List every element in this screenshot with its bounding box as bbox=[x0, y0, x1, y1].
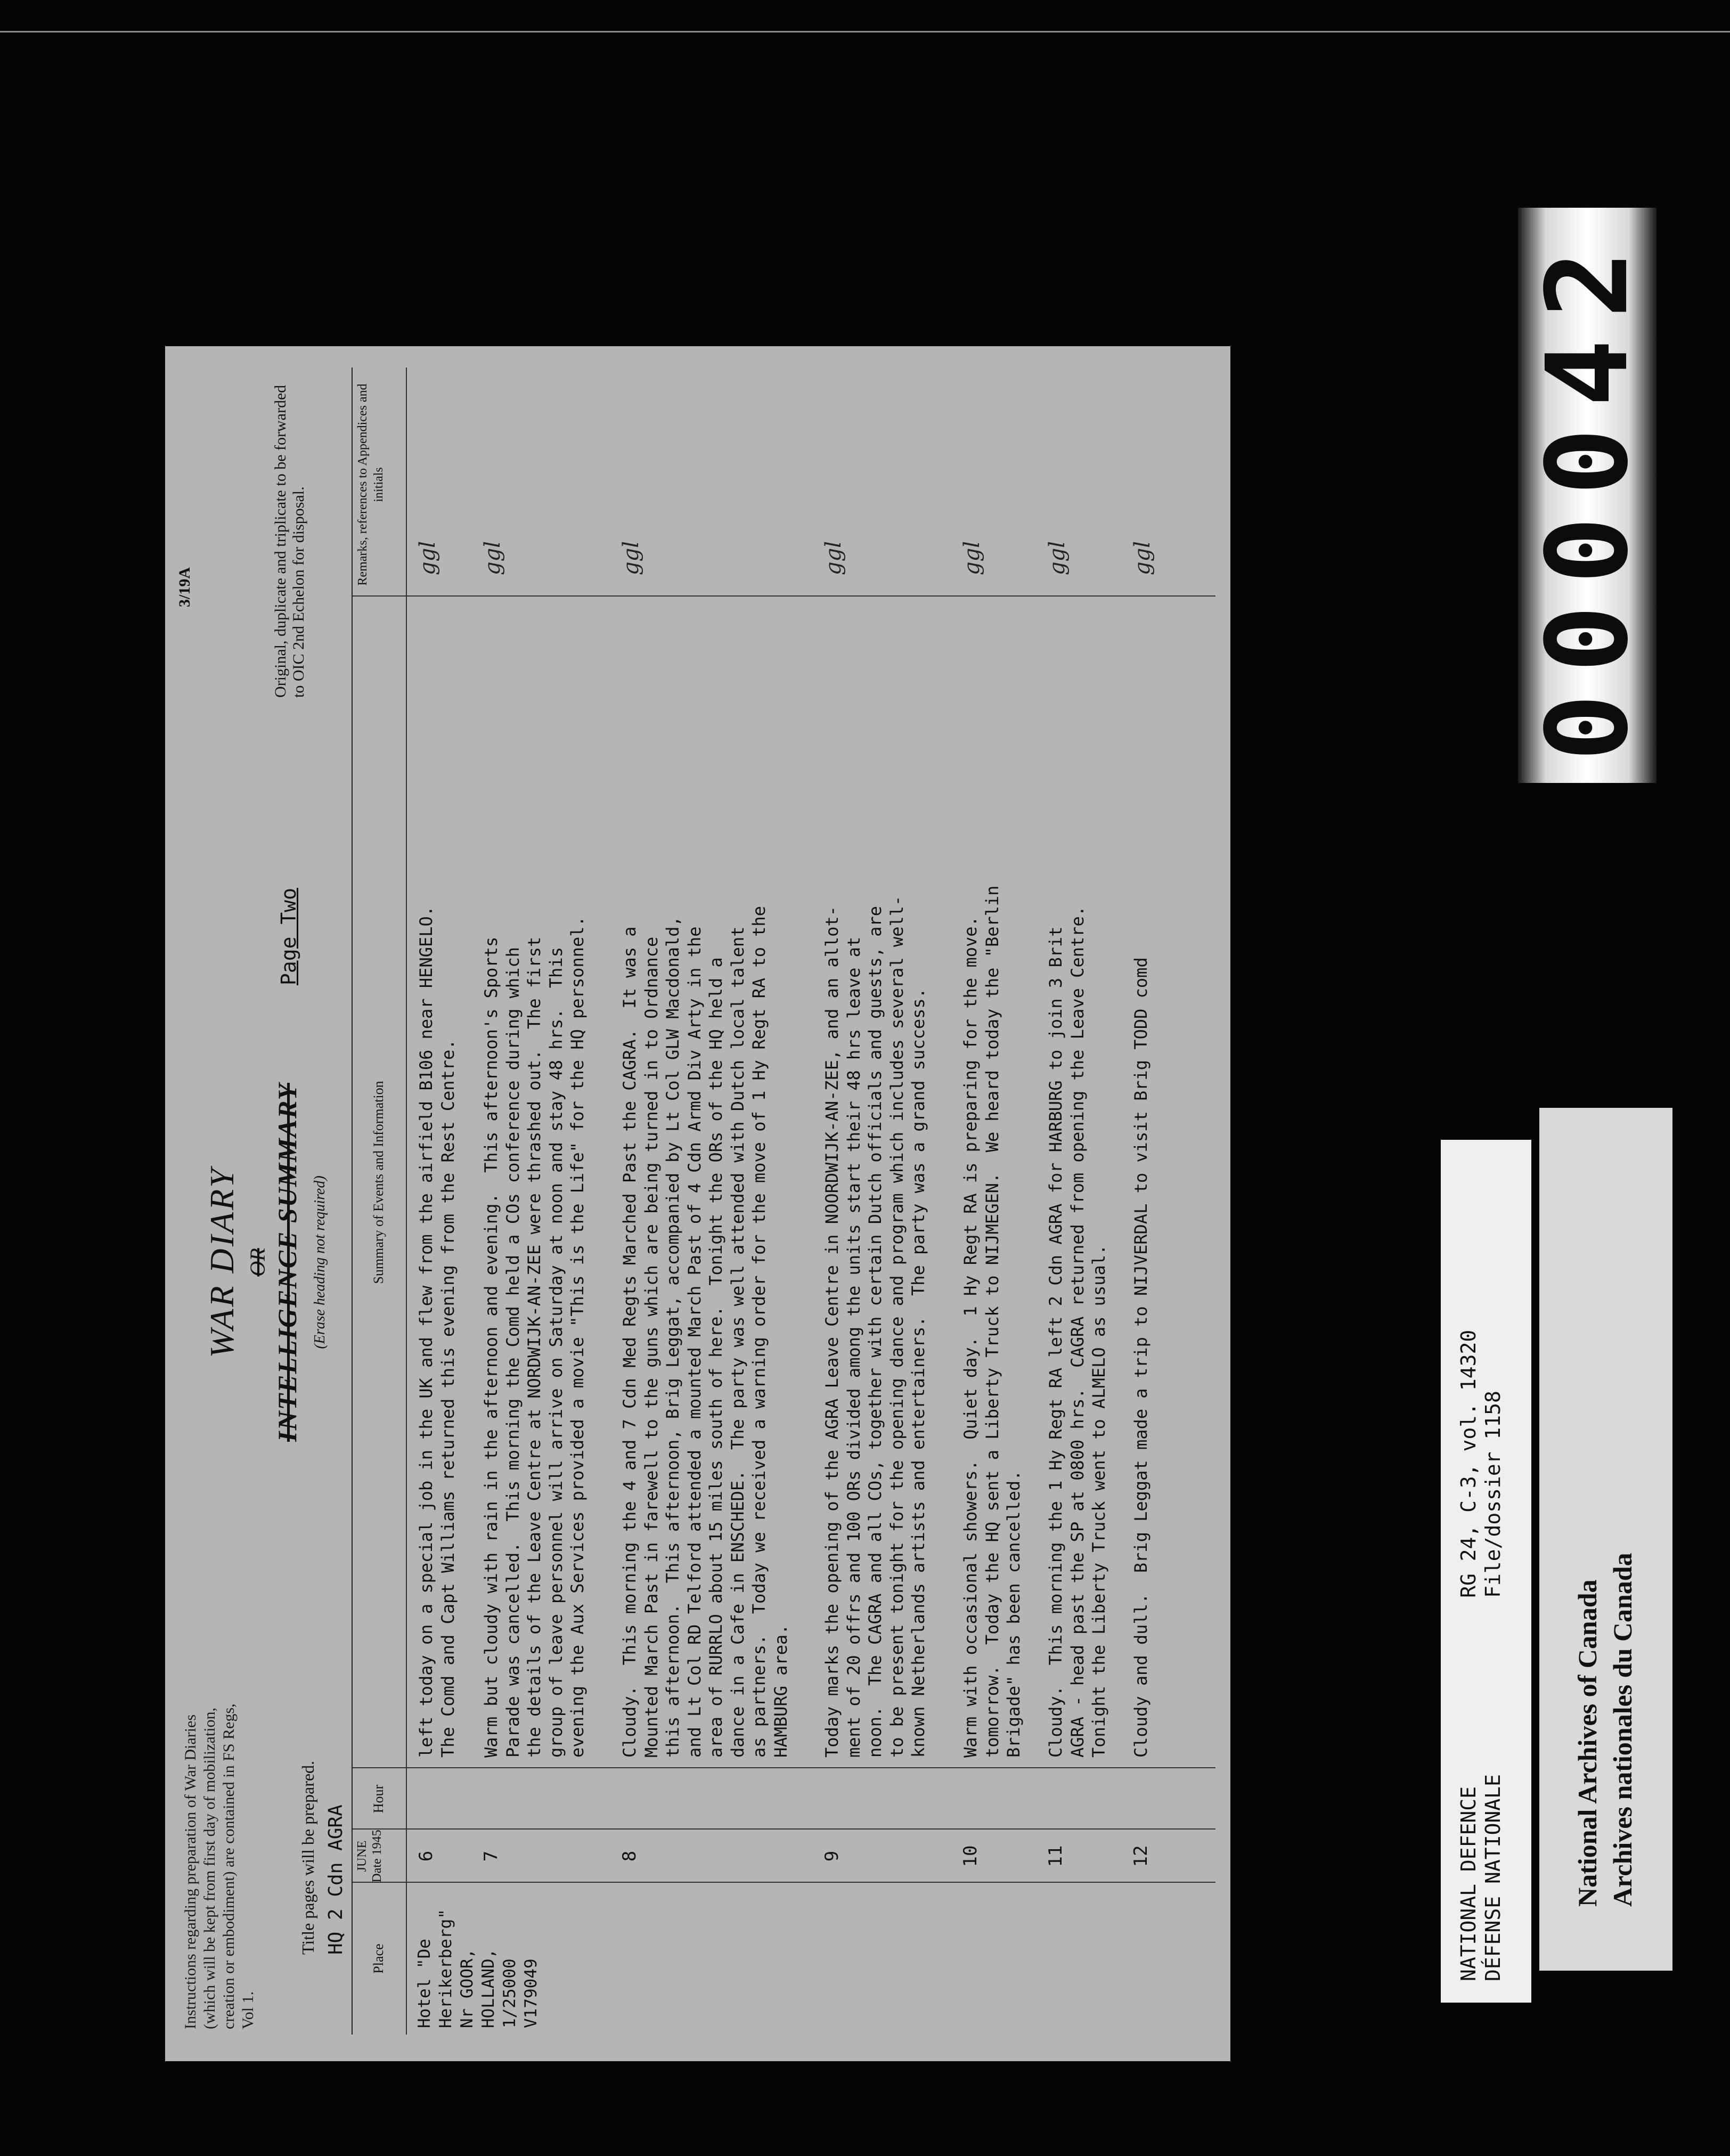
diary-heading: WAR DIARY bbox=[203, 1166, 241, 1358]
entry-initials: ggl bbox=[480, 541, 505, 575]
entry-date: 8 bbox=[619, 1850, 640, 1862]
reference-label bbox=[1441, 1140, 1531, 2003]
erase-note: (Erase heading not required) bbox=[312, 1175, 328, 1349]
entry-date: 10 bbox=[960, 1845, 981, 1867]
page-number: Page Two bbox=[277, 887, 300, 985]
date-header: JUNE Date 1945 bbox=[355, 1830, 384, 1883]
entry-date: 11 bbox=[1045, 1845, 1066, 1867]
archives-fr: Archives nationales du Canada bbox=[1607, 1553, 1637, 1907]
entry-date: 6 bbox=[415, 1850, 437, 1862]
entry-text: Cloudy and dull. Brig Leggat made a trip to NIJVERDAL to visit Brig TODD comd bbox=[1131, 957, 1151, 1758]
entry-text: Today marks the opening of the AGRA Leave Centre in NOORDWIJK-AN-ZEE, and an allot- ment of 20 offrs and 100 ORs divided among the units start their 48 hrs leave at noon. The CAGRA and all COs, together with certain Dutch officials and guests, are to be present tonight for the opening dance and program which includes several well- known Netherlands artists and entertainers. The party was a grand success. bbox=[822, 895, 928, 1758]
summary-header: Summary of Events and Information bbox=[371, 1081, 386, 1284]
sequence-stamp bbox=[1518, 208, 1656, 783]
entry-text: Cloudy. This morning the 1 Hy Regt RA left 2 Cdn AGRA for HARBURG to join 3 Brit AGRA - head past the SP at 0800 hrs. CAGRA returned from opening the Leave Centre. Tonight the Liberty Truck went to ALMELO as usual. bbox=[1046, 905, 1109, 1758]
entry-initials: ggl bbox=[619, 541, 643, 575]
reference-label-text bbox=[1441, 1140, 1531, 2003]
entry-initials: ggl bbox=[1045, 541, 1070, 575]
ref-line-2: File/dossier 1158 bbox=[1481, 1391, 1505, 1598]
hour-column bbox=[353, 1767, 1215, 1830]
entry-initials: ggl bbox=[1130, 541, 1155, 575]
diary-table bbox=[352, 368, 1215, 2035]
diary-heading-or: OR bbox=[246, 1248, 270, 1277]
routing-note: Original, duplicate and triplicate to be forwarded to OIC 2nd Echelon for disposal. bbox=[272, 385, 307, 698]
entry-initials: ggl bbox=[821, 541, 846, 575]
stamp-number: 000042 bbox=[1522, 229, 1653, 762]
place-entry: Hotel "De Herikerberg" Nr GOOR, HOLLAND, 1/25000 V179049 bbox=[415, 1909, 541, 2028]
war-diary-page bbox=[165, 346, 1230, 2061]
entry-text: left today on a special job in the UK and flew from the airfield B106 near HENGELO. The Comd and Capt Williams returned this evening from the Rest Centre. bbox=[416, 905, 458, 1758]
unit-name: HQ 2 Cdn AGRA bbox=[325, 1804, 347, 1955]
title-pages-note: Title pages will be prepared. bbox=[298, 1760, 317, 1955]
archives-en: National Archives of Canada bbox=[1572, 1579, 1602, 1907]
archives-label bbox=[1539, 1108, 1672, 1971]
scanner-edge-line bbox=[0, 31, 1730, 32]
hour-header: Hour bbox=[371, 1784, 386, 1814]
entry-text: Cloudy. This morning the 4 and 7 Cdn Med Regts Marched Past the CAGRA. It was a Mounted March Past in farewell to the guns which are being turned in to Ordnance this afternoon. This afternoon, Brig Leggat, accompanied by Lt Col GLW Macdonald, and Lt Col RD Telford attended a mounted March Past of 4 Cdn Armd Div Arty in the area of RURRLO about 15 miles south of here. Tonight the ORs of the HQ held a dance in a Cafe in ENSCHEDE. The party was well attended with Dutch local talent as partners. Today we received a warning order for the move of 1 Hy Regt RA to the HAMBURG area. bbox=[619, 905, 791, 1758]
entry-date: 12 bbox=[1130, 1845, 1152, 1867]
ref-line-1: RG 24, C-3, vol. 14320 bbox=[1457, 1329, 1480, 1598]
entry-text: Warm with occasional showers. Quiet day. 1 Hy Regt RA is preparing for the move. tomorrow. Today the HQ sent a Liberty Truck to NIJMEGEN. We heard today the "Berlin Brigade" has been cancelled. bbox=[960, 885, 1024, 1758]
form-number: 3/19A bbox=[176, 567, 193, 607]
struck-heading: INTELLIGENCE SUMMARY bbox=[272, 1083, 302, 1442]
dept-fr: DÉFENSE NATIONALE bbox=[1481, 1774, 1505, 1981]
dept-en: NATIONAL DEFENCE bbox=[1457, 1786, 1480, 1981]
remarks-header: Remarks, references to Appendices and initials bbox=[356, 383, 386, 586]
entry-date: 7 bbox=[480, 1850, 502, 1862]
place-header: Place bbox=[371, 1943, 386, 1974]
instructions-text: Instructions regarding preparation of War Diaries (which will be kept from first day of mobilization, creation or embodiment) are contained in FS Regs, Vol 1. bbox=[182, 1703, 257, 2029]
war-diary-sheet bbox=[165, 346, 1230, 2061]
entry-initials: ggl bbox=[960, 541, 984, 575]
entry-initials: ggl bbox=[415, 541, 440, 575]
entry-text: Warm but cloudy with rain in the afternoon and evening. This afternoon's Sports Parade was cancelled. This morning the Comd held a COs conference during which the details of the Leave Centre at NORDWIJK-AN-ZEE were thrashed out. The first group of leave personnel will arrive on Saturday at noon and stay 48 hrs. This evening the Aux Services provided a movie "This is the Life" for the HQ personnel. bbox=[481, 916, 587, 1758]
entry-date: 9 bbox=[821, 1850, 843, 1862]
archives-label-text bbox=[1539, 1108, 1672, 1971]
